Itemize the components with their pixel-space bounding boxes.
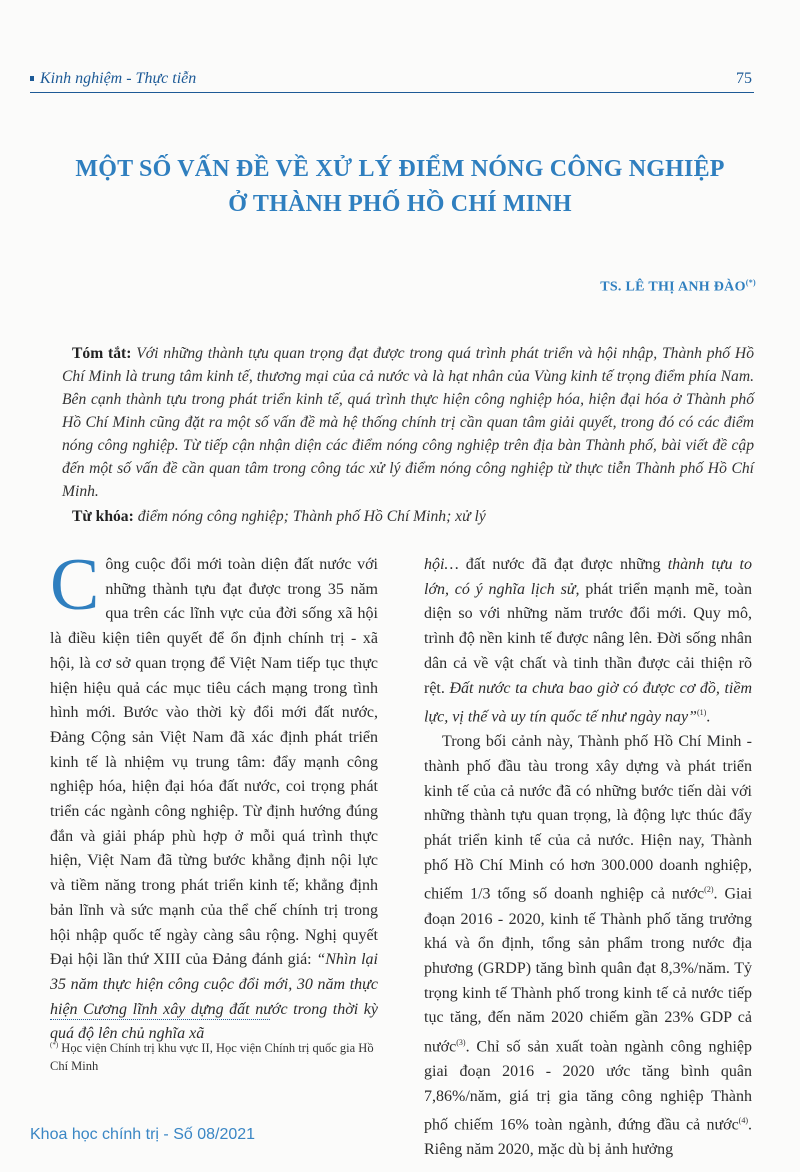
abstract bbox=[62, 342, 754, 528]
header-bullet-icon bbox=[30, 76, 34, 81]
body-paragraph-1 bbox=[50, 544, 379, 1047]
body-text: . Giai đoạn 2016 - 2020, kinh tế Thành phố tăng trưởng khá và ổn định, tổng sản phẩm trong nước địa phương (GRDP) tăng bình quân đạt 8,3%/năm. Tỷ trọng kinh tế Thành phố trong kinh tế cả nước tiếp tục tăng, đến năm 2020 chiếm gần 23% GDP cả nước bbox=[424, 885, 753, 1056]
drop-cap: C bbox=[50, 544, 100, 626]
body-column-left bbox=[50, 544, 379, 1047]
abstract-label: Tóm tắt: bbox=[72, 345, 132, 362]
body-text: phát triển mạnh mẽ, toàn diện so với những năm trước đổi mới. Quy mô, trình độ nền kinh tế được nâng lên. Đời sống nhân dân cả về vật chất và tinh thần được cải thiện rõ rệt. bbox=[424, 580, 752, 697]
page-number: 75 bbox=[736, 70, 752, 87]
body-paragraph-2 bbox=[424, 730, 752, 1163]
keywords-text: điểm nóng công nghiệp; Thành phố Hồ Chí Minh; xử lý bbox=[137, 508, 486, 525]
article-title bbox=[40, 152, 760, 222]
keywords-paragraph bbox=[62, 505, 754, 528]
body-paragraph-1-cont: hội… đất nước đã đạt được những thành tựu to lớn, có ý nghĩa lịch sử, phát triển mạnh mẽ, toàn diện so với những năm trước đổi mới. Quy mô, trình độ nền kinh tế được nâng lên. Đời sống nhân dân cả về vật chất và tinh thần được cải thiện rõ rệt. Đất nước ta chưa bao giờ có được cơ đồ, tiềm lực, vị thế và uy tín quốc tế như ngày nay”$^{(1)}$. bbox=[424, 556, 753, 726]
quote-text: Đất nước ta chưa bao giờ có được cơ đồ, tiềm lực, vị thế và uy tín quốc tế như ngày nay” bbox=[424, 679, 753, 726]
quote-text: thành tựu to lớn, có ý nghĩa lịch sử, bbox=[424, 556, 753, 598]
journal-footer: Khoa học chính trị - Số 08/2021 bbox=[30, 1126, 256, 1143]
body-text: đất nước đã đạt được những bbox=[458, 556, 668, 573]
body-text: Trong bối cảnh này, Thành phố Hồ Chí Minh - thành phố đầu tàu trong xây dựng và phát triển kinh tế của cả nước đã có những bước tiến dài với những thành tựu quan trọng, là động lực thúc đẩy phát triển kinh tế của cả nước. Hiện nay, Thành phố Hồ Chí Minh có hơn 300.000 doanh nghiệp, chiếm 1/3 tổng số doanh nghiệp cả nước bbox=[424, 733, 752, 903]
reference-mark: (4) bbox=[738, 1116, 748, 1126]
footnote-divider bbox=[50, 1019, 270, 1020]
quote-text: hội… bbox=[424, 556, 459, 573]
body-text: ông cuộc đổi mới toàn diện đất nước với những thành tựu đạt được trong 35 năm qua trên các lĩnh vực của đời sống xã hội là điều kiện tiên quyết để ổn định chính trị - xã hội, là cơ sở quan trọng để Việt Nam tiếp tục thực hiện hiệu quả các mục tiêu cách mạng trong tình hình mới. Bước vào thời kỳ đổi mới đất nước, Đảng Cộng sản Việt Nam đã xác định phát triển kinh tế là nhiệm vụ trung tâm: đẩy mạnh công nghiệp hóa, hiện đại hóa đất nước, coi trọng phát triển các ngành công nghiệp. Từ định hướng đúng đắn và giải pháp phù hợp ở mỗi quá trình thực hiện, Việt Nam đã từng bước khẳng định nội lực và tiềm năng trong phát triển kinh tế; khẳng định bản lĩnh và sức mạnh của thể chế chính trị trong hội nhập quốc tế ngày càng sâu rộng. Nghị quyết Đại hội lần thứ XIII của Đảng đánh giá: bbox=[50, 556, 378, 969]
body-text: . Riêng năm 2020, mặc dù bị ảnh hưởng bbox=[424, 1116, 752, 1159]
abstract-paragraph bbox=[62, 342, 754, 503]
keywords-label: Từ khóa: bbox=[72, 508, 134, 525]
title-line-2: Ở THÀNH PHỐ HỒ CHÍ MINH bbox=[228, 191, 572, 217]
reference-mark: (3) bbox=[456, 1038, 466, 1048]
reference-mark: (2) bbox=[704, 885, 714, 895]
section-label: Kinh nghiệm - Thực tiễn bbox=[40, 70, 197, 87]
body-column-right bbox=[424, 553, 752, 1163]
footnote-text: Học viện Chính trị khu vực II, Học viện Chính trị quốc gia Hồ Chí Minh bbox=[50, 1041, 374, 1074]
reference-mark: (1) bbox=[696, 708, 707, 718]
footnote bbox=[50, 1036, 380, 1075]
title-line-1: MỘT SỐ VẤN ĐỀ VỀ XỬ LÝ ĐIỂM NÓNG CÔNG NGHIỆP bbox=[75, 156, 725, 182]
author bbox=[600, 278, 756, 296]
running-header bbox=[30, 70, 754, 93]
author-note-mark: (*) bbox=[745, 278, 756, 287]
quote-text: “Nhìn lại 35 năm thực hiện công cuộc đổi mới, 30 năm thực hiện Cương lĩnh xây dựng đất nước trong thời kỳ quá độ lên chủ nghĩa xã bbox=[50, 951, 379, 1043]
footnote-mark: (*) bbox=[50, 1041, 59, 1049]
abstract-text: Với những thành tựu quan trọng đạt được trong quá trình phát triển và hội nhập, Thành phố Hồ Chí Minh là trung tâm kinh tế, thương mại của cả nước và là hạt nhân của Vùng kinh tế trọng điểm phía Nam. Bên cạnh thành tựu trong phát triển kinh tế, quá trình thực hiện công nghiệp hóa, hiện đại hóa ở Thành phố Hồ Chí Minh cũng đặt ra một số vấn đề mà hệ thống chính trị cần quan tâm giải quyết, trong đó có các điểm nóng công nghiệp. Từ tiếp cận nhận diện các điểm nóng công nghiệp trên địa bàn Thành phố, bài viết đề cập đến một số vấn đề cần quan tâm trong công tác xử lý điểm nóng công nghiệp từ thực tiễn Thành phố Hồ Chí Minh. bbox=[62, 345, 754, 500]
body-text: . Chỉ số sản xuất toàn ngành công nghiệp giai đoạn 2016 - 2020 ước tăng bình quân 7,86%/năm, giá trị gia tăng công nghiệp Thành phố chiếm 16% toàn ngành, đứng đầu cả nước bbox=[424, 1038, 752, 1134]
author-name: TS. LÊ THỊ ANH ĐÀO bbox=[600, 279, 746, 295]
